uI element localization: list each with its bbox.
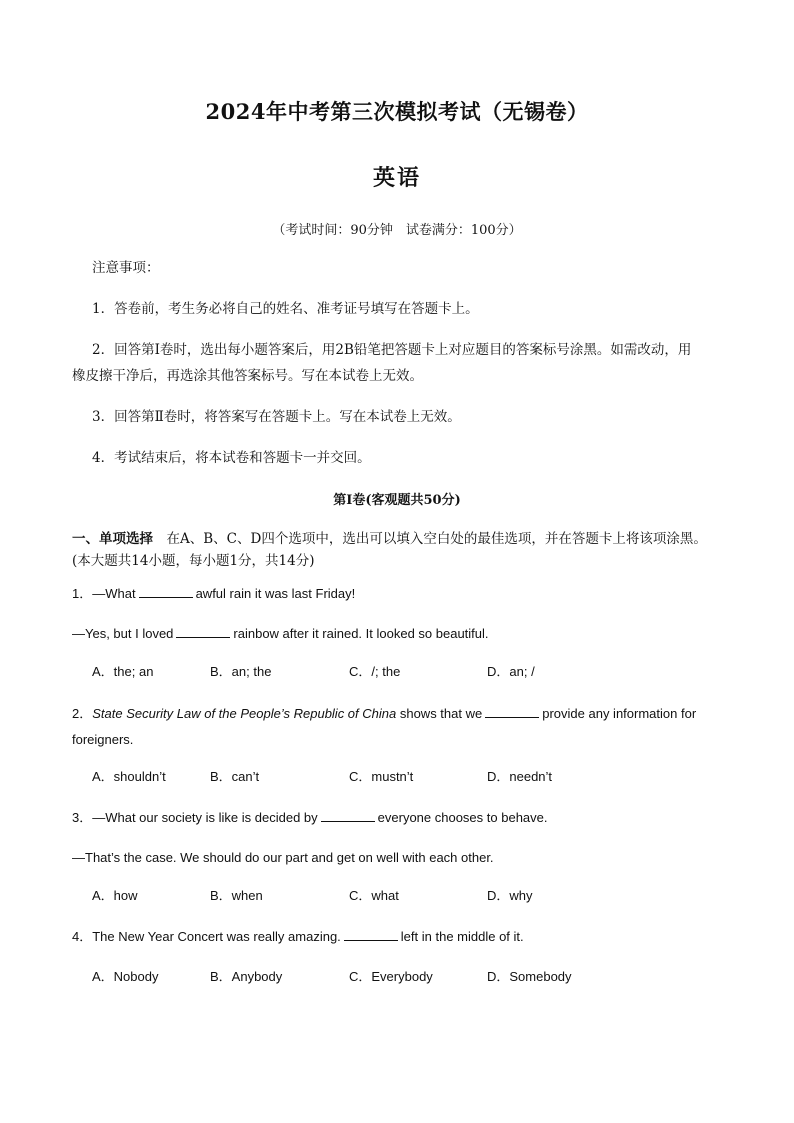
- option-d: D．an; /: [487, 664, 535, 679]
- option-c: C．mustn’t: [349, 769, 414, 784]
- q2-law-title: State Security Law of the People’s Republic of China: [92, 706, 397, 721]
- exam-info: （考试时间：90分钟 试卷满分：100分）: [272, 223, 522, 238]
- q2-number: 2．: [72, 706, 93, 721]
- q4-text-a: 4．The New Year Concert was really amazing.: [72, 929, 341, 944]
- notes-heading: 注意事项：: [92, 260, 160, 276]
- option-a: A．Nobody: [92, 969, 159, 984]
- option-c: C．Everybody: [349, 969, 433, 984]
- q2-text-end: provide any information for: [542, 706, 697, 721]
- answer-blank: [344, 928, 398, 941]
- subject-title: 英语: [372, 165, 421, 191]
- part-instruction: 在A、B、C、D四个选项中，选出可以填入空白处的最佳选项，并在答题卡上将该项涂黑。: [153, 531, 707, 547]
- answer-blank: [139, 585, 193, 598]
- section-heading: 第Ⅰ卷(客观题共50分): [333, 493, 461, 508]
- note-item-3: 3．回答第Ⅱ卷时，将答案写在答题卡上。写在本试卷上无效。: [92, 409, 461, 425]
- note-item-1: 1．答卷前，考生务必将自己的姓名、准考证号填写在答题卡上。: [92, 301, 479, 317]
- option-b: B．can’t: [210, 769, 260, 784]
- exam-title: 2024年中考第三次模拟考试（无锡卷）: [205, 99, 589, 124]
- q4-text-b: left in the middle of it.: [400, 929, 524, 944]
- option-a: A．how: [92, 888, 138, 903]
- option-a: A．the; an: [92, 664, 154, 679]
- q1-text-c: —Yes, but I loved: [72, 626, 174, 641]
- option-d: D．needn’t: [487, 769, 553, 784]
- answer-blank: [321, 809, 375, 822]
- option-d: D．why: [487, 888, 533, 903]
- q1-text-a: 1．—What: [72, 586, 136, 601]
- q1-text-b: awful rain it was last Friday!: [195, 586, 356, 601]
- option-a: A．shouldn’t: [92, 769, 166, 784]
- option-b: B．Anybody: [210, 969, 283, 984]
- option-b: B．when: [210, 888, 263, 903]
- question-3-reply: —That’s the case. We should do our part and get on well with each other.: [72, 850, 494, 865]
- option-c: C．/; the: [349, 664, 401, 679]
- question-3: [72, 805, 732, 831]
- option-c: C．what: [349, 888, 399, 903]
- answer-blank: [176, 625, 230, 638]
- q3-text-b: everyone chooses to behave.: [377, 810, 548, 825]
- question-4: [72, 924, 732, 950]
- part-title: 一、单项选择: [72, 531, 153, 547]
- question-1-reply: [72, 621, 732, 647]
- answer-blank: [485, 705, 539, 718]
- q3-text-a: 3．—What our society is like is decided by: [72, 810, 318, 825]
- option-b: B．an; the: [210, 664, 272, 679]
- note-item-2: 2．回答第Ⅰ卷时，选出每小题答案后，用2B铅笔把答题卡上对应题目的答案标号涂黑。如需改动，用: [92, 342, 692, 358]
- q1-text-d: rainbow after it rained. It looked so beautiful.: [233, 626, 489, 641]
- option-d: D．Somebody: [487, 969, 572, 984]
- note-item-4: 4．考试结束后，将本试卷和答题卡一并交回。: [92, 450, 371, 466]
- question-1: [72, 581, 732, 607]
- part-note: (本大题共14小题，每小题1分，共14分): [72, 553, 315, 569]
- note-item-2-cont: 橡皮擦干净后，再选涂其他答案标号。写在本试卷上无效。: [72, 368, 423, 384]
- q2-text-mid: shows that we: [396, 706, 483, 721]
- question-2: [72, 701, 732, 727]
- question-2-cont: foreigners.: [72, 732, 134, 747]
